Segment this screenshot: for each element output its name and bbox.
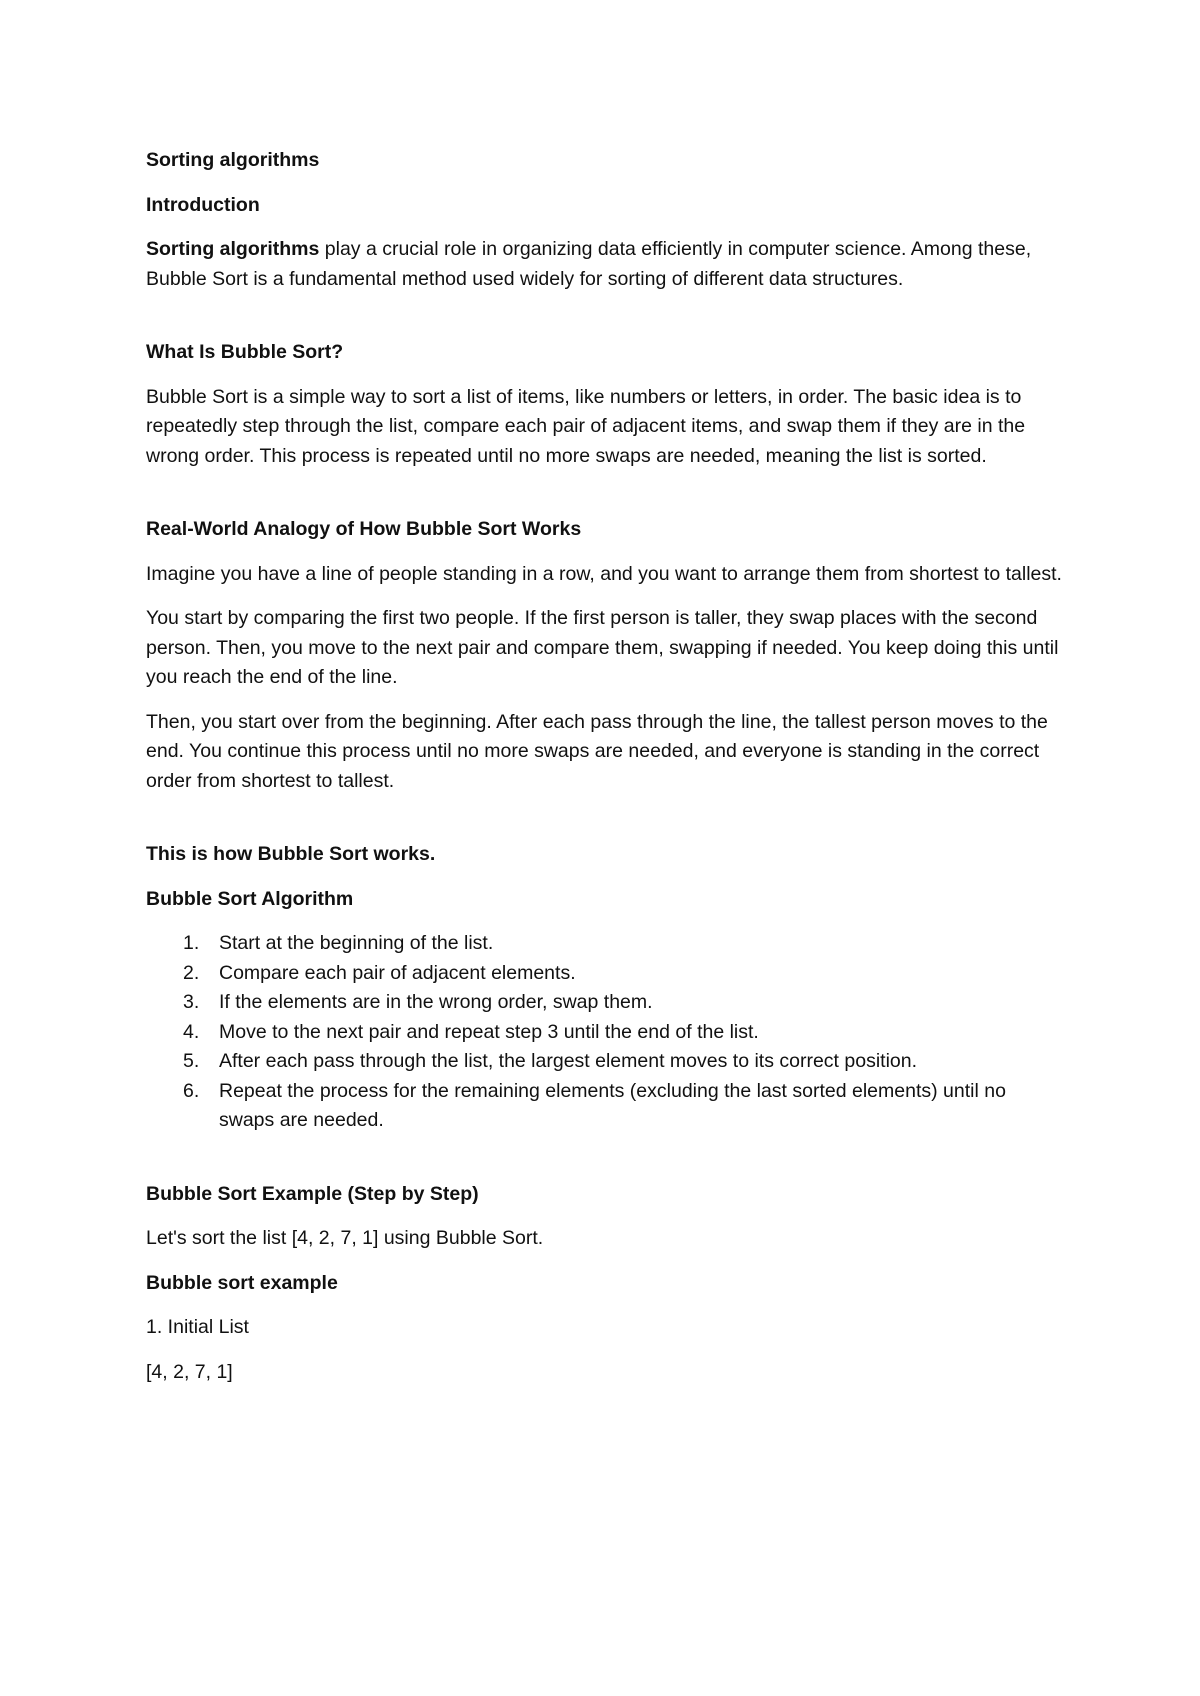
list-item [146, 929, 1066, 959]
intro-text: play a crucial role in organizing data efficiently in computer science. Among these, Bubble Sort is a fundamental method used widely for sorting of different data structures. [146, 238, 1032, 290]
intro-paragraph [146, 235, 1066, 294]
intro-lead-term: Sorting algorithms [146, 238, 320, 260]
list-item-text: Compare each pair of adjacent elements. [219, 961, 576, 984]
algorithm-steps-list [146, 929, 1066, 1136]
list-item-number: 1. [183, 932, 200, 954]
list-item-text: If the elements are in the wrong order, swap them. [219, 991, 653, 1013]
list-item [146, 959, 1066, 989]
how-it-works-line: This is how Bubble Sort works. [146, 843, 436, 865]
list-item-number: 4. [183, 1020, 200, 1043]
what-is-heading: What Is Bubble Sort? [146, 341, 344, 363]
document-page [146, 146, 1066, 1387]
analogy-paragraph-2: You start by comparing the first two people. If the first person is taller, they swap places with the second person. Then, you move to the next pair and compare them, swapping if needed. You keep doing this until you reach the end of the line. [146, 607, 1059, 688]
intro-heading: Introduction [146, 193, 260, 216]
list-item-number: 3. [183, 991, 200, 1013]
example-heading: Bubble Sort Example (Step by Step) [146, 1182, 479, 1205]
list-item-number: 5. [183, 1050, 200, 1072]
list-item-text: After each pass through the list, the largest element moves to its correct position. [219, 1050, 918, 1072]
list-item [146, 1077, 1066, 1136]
example-intro: Let's sort the list [4, 2, 7, 1] using Bubble Sort. [146, 1227, 544, 1249]
analogy-paragraph-3: Then, you start over from the beginning. After each pass through the line, the tallest person moves to the end. You continue this process until no more swaps are needed, and everyone is standing in the correct order from shortest to tallest. [146, 710, 1048, 792]
analogy-heading: Real-World Analogy of How Bubble Sort Works [146, 518, 582, 540]
list-item-number: 6. [183, 1079, 200, 1102]
example-step-label: 1. Initial List [146, 1316, 249, 1338]
list-item [146, 1018, 1066, 1048]
what-is-paragraph: Bubble Sort is a simple way to sort a list of items, like numbers or letters, in order. The basic idea is to repeatedly step through the list, compare each pair of adjacent items, and swap them if they are in the wrong order. This process is repeated until no more swaps are needed, meaning the list is sorted. [146, 385, 1026, 467]
document-title: Sorting algorithms [146, 149, 320, 171]
example-list-value: [4, 2, 7, 1] [146, 1360, 233, 1383]
list-item [146, 988, 1066, 1018]
list-item [146, 1047, 1066, 1077]
analogy-paragraph-1: Imagine you have a line of people standing in a row, and you want to arrange them from shortest to tallest. [146, 562, 1062, 585]
list-item-text: Move to the next pair and repeat step 3 until the end of the list. [219, 1020, 759, 1043]
list-item-number: 2. [183, 961, 200, 984]
example-subheading: Bubble sort example [146, 1271, 338, 1294]
list-item-text: Repeat the process for the remaining elements (excluding the last sorted elements) until no swaps are needed. [219, 1079, 1006, 1131]
list-item-text: Start at the beginning of the list. [219, 932, 494, 954]
algorithm-heading: Bubble Sort Algorithm [146, 887, 354, 910]
